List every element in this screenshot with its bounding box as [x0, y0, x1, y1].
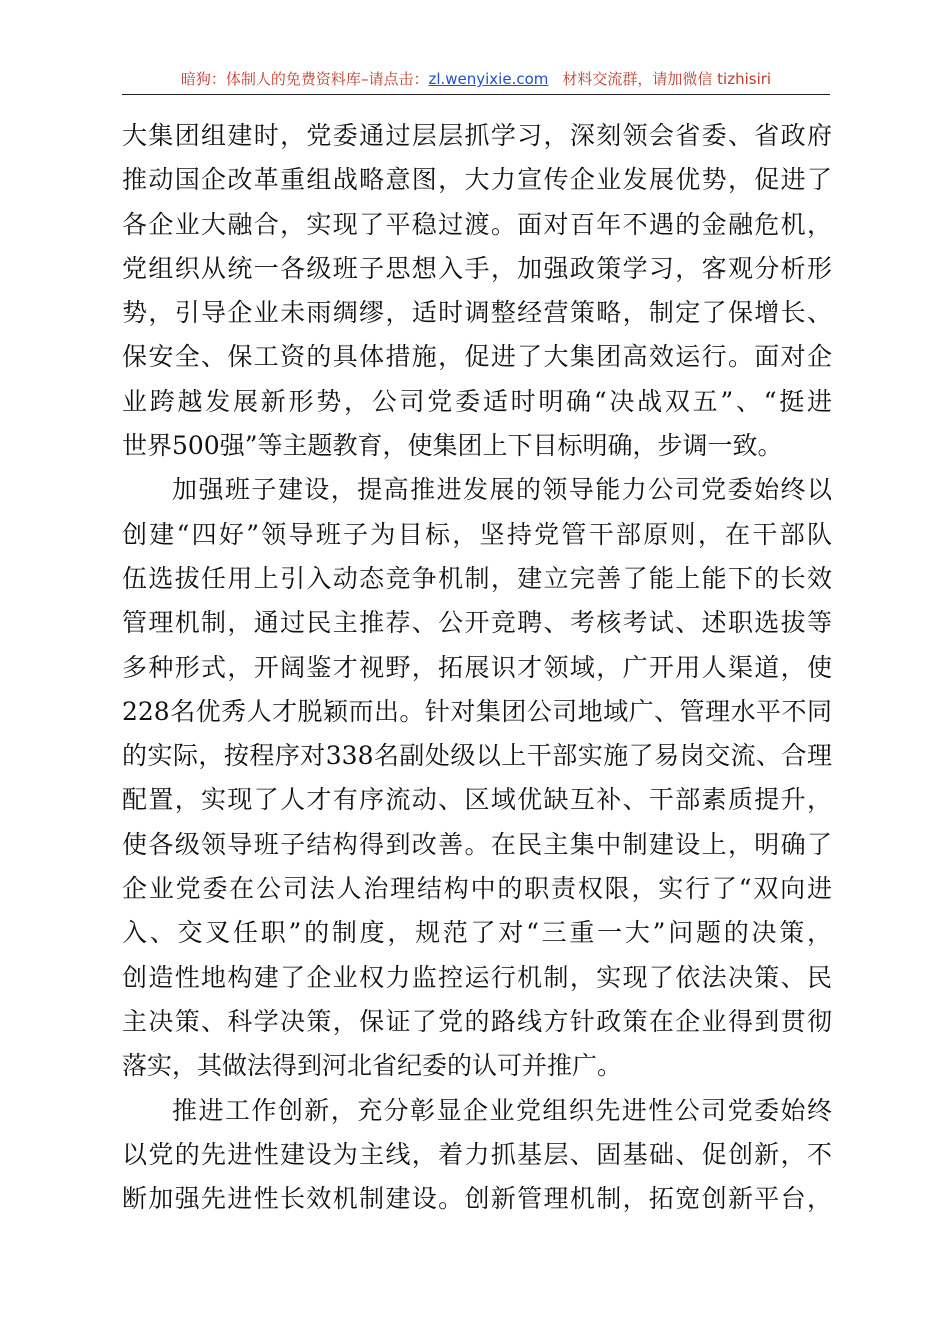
text-line: 主决策、科学决策，保证了党的路线方针政策在企业得到贯彻 — [122, 1006, 832, 1036]
text-line: 228名优秀人才脱颖而出。针对集团公司地域广、管理水平不同 — [122, 696, 832, 726]
paragraph-2 — [122, 468, 832, 1088]
text-line: 势，引导企业未雨绸缪，适时调整经营策略，制定了保增长、 — [122, 298, 832, 328]
text-line: 使各级领导班子结构得到改善。在民主集中制建设上，明确了 — [122, 829, 832, 859]
text-line: 各企业大融合，实现了平稳过渡。面对百年不遇的金融危机， — [122, 209, 832, 239]
paragraph-1 — [122, 114, 832, 468]
text-line: 创造性地构建了企业权力监控运行机制，实现了依法决策、民 — [122, 962, 832, 992]
text-line: 大集团组建时，党委通过层层抓学习，深刻领会省委、省政府 — [122, 121, 832, 150]
paragraph-3 — [122, 1089, 832, 1222]
header-contact-text: 材料交流群，请加微信 tizhisiri — [562, 70, 772, 88]
text-line: 的实际，按程序对338名副处级以上干部实施了易岗交流、合理 — [122, 741, 832, 771]
text-line: 推进工作创新，充分彰显企业党组织先进性公司党委始终 — [172, 1095, 832, 1125]
text-line: 断加强先进性长效机制建设。创新管理机制，拓宽创新平台， — [122, 1184, 832, 1214]
text-line: 企业党委在公司法人治理结构中的职责权限，实行了“双向进 — [122, 874, 832, 904]
text-line: 入、交叉任职”的制度，规范了对“三重一大”问题的决策， — [122, 918, 832, 948]
text-line: 党组织从统一各级班子思想入手，加强政策学习，客观分析形 — [122, 253, 832, 283]
text-line: 加强班子建设，提高推进发展的领导能力公司党委始终以 — [172, 475, 832, 505]
text-line: 业跨越发展新形势，公司党委适时明确“决战双五”、“挺进 — [122, 386, 832, 416]
header-website-link[interactable]: zl.wenyixie.com — [428, 70, 549, 88]
text-line: 创建“四好”领导班子为目标，坚持党管干部原则，在干部队 — [122, 519, 832, 549]
text-line: 世界500强”等主题教育，使集团上下目标明确，步调一致。 — [122, 431, 783, 461]
text-line: 管理机制，通过民主推荐、公开竞聘、考核考试、述职选拔等 — [122, 608, 832, 638]
page-header — [122, 66, 830, 95]
text-line: 多种形式，开阔鉴才视野，拓展识才领域，广开用人渠道，使 — [122, 652, 832, 682]
text-line: 以党的先进性建设为主线，着力抓基层、固基础、促创新，不 — [122, 1139, 832, 1169]
text-line: 落实，其做法得到河北省纪委的认可并推广。 — [122, 1051, 623, 1081]
text-line: 伍选拔任用上引入动态竞争机制，建立完善了能上能下的长效 — [122, 563, 832, 593]
header-click-prefix: –请点击： — [360, 70, 429, 88]
text-line: 推动国企改革重组战略意图，大力宣传企业发展优势，促进了 — [122, 165, 832, 195]
document-body — [122, 114, 832, 1221]
text-line: 保安全、保工资的具体措施，促进了大集团高效运行。面对企 — [122, 342, 832, 372]
header-promo-text: 暗狗：体制人的免费资料库 — [180, 70, 361, 88]
text-line: 配置，实现了人才有序流动、区域优缺互补、干部素质提升， — [122, 785, 832, 815]
